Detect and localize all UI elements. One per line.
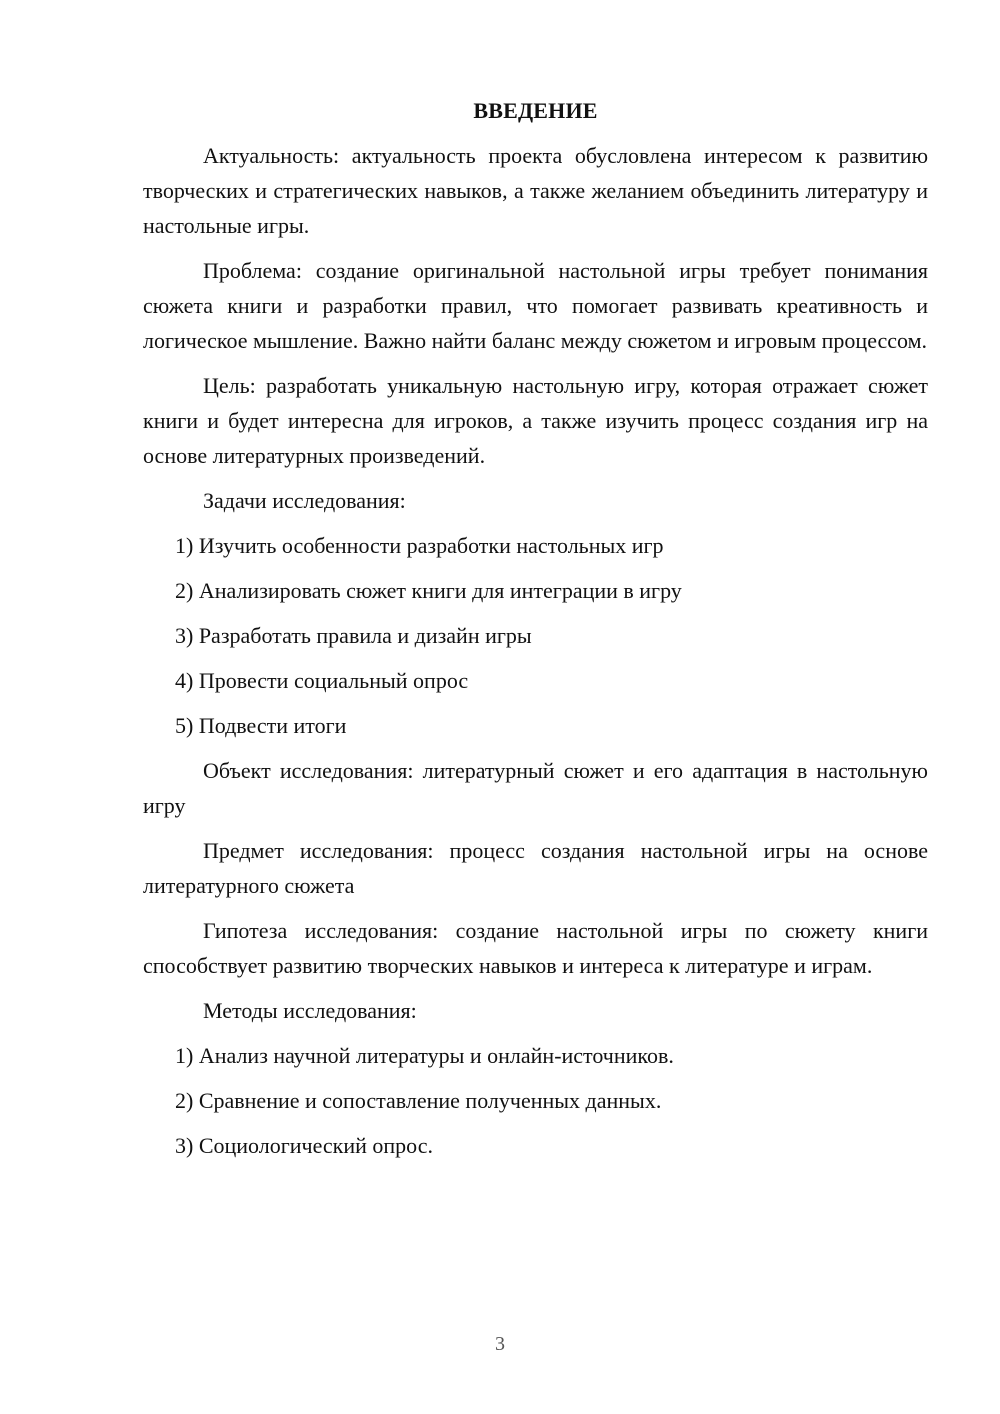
method-item: 2) Сравнение и сопоставление полученных данных. xyxy=(175,1088,662,1113)
task-item: 5) Подвести итоги xyxy=(175,713,347,738)
subject-paragraph: Предмет исследования: процесс создания настольной игры на основе литературного сюжета xyxy=(143,838,928,898)
methods-heading: Методы исследования: xyxy=(203,998,417,1023)
goal-paragraph: Цель: разработать уникальную настольную игру, которая отражает сюжет книги и будет интересна для игроков, а также изучить процесс создания игр на основе литературных произведений. xyxy=(143,373,928,468)
object-paragraph: Объект исследования: литературный сюжет и его адаптация в настольную игру xyxy=(143,758,928,818)
task-item: 4) Провести социальный опрос xyxy=(175,668,469,693)
problem-paragraph: Проблема: создание оригинальной настольной игры требует понимания сюжета книги и разработки правил, что помогает развивать креативность и логическое мышление. Важно найти баланс между сюжетом и игровым процессом. xyxy=(143,258,928,353)
section-title: ВВЕДЕНИЕ xyxy=(473,98,598,123)
task-item: 1) Изучить особенности разработки настольных игр xyxy=(175,533,664,558)
tasks-heading: Задачи исследования: xyxy=(203,488,406,513)
method-item: 3) Социологический опрос. xyxy=(175,1133,433,1158)
page-number: 3 xyxy=(495,1333,505,1355)
relevance-paragraph: Актуальность: актуальность проекта обусловлена интересом к развитию творческих и стратегических навыков, а также желанием объединить литературу и настольные игры. xyxy=(143,143,928,238)
task-item: 3) Разработать правила и дизайн игры xyxy=(175,623,532,648)
document-page xyxy=(143,96,928,1173)
hypothesis-paragraph: Гипотеза исследования: создание настольной игры по сюжету книги способствует развитию творческих навыков и интереса к литературе и играм. xyxy=(143,918,928,978)
method-item: 1) Анализ научной литературы и онлайн-источников. xyxy=(175,1043,674,1068)
task-item: 2) Анализировать сюжет книги для интеграции в игру xyxy=(175,578,682,603)
